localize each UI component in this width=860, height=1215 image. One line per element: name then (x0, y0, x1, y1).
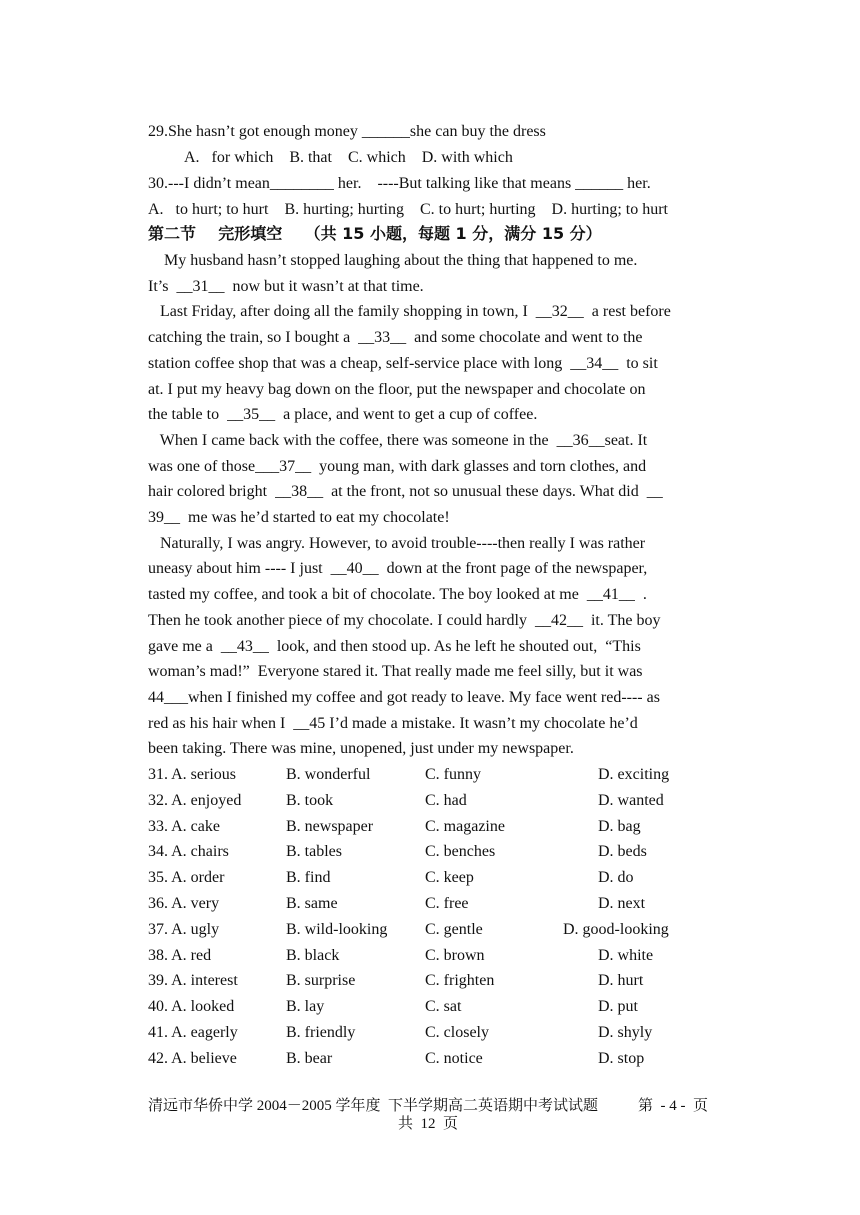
choice-option-b: B. took (286, 791, 334, 809)
choice-option-b: B. tables (286, 843, 342, 861)
choice-option-b: B. same (286, 895, 338, 912)
choice-option-a: 41. A. eagerly (148, 1024, 238, 1041)
choice-option-a: 40. A. looked (148, 998, 235, 1016)
passage-line: hair colored bright __38__ at the front, not so unusual these days. What did __ (148, 483, 663, 501)
choice-option-a: 36. A. very (148, 895, 220, 912)
choice-option-d: D. put (598, 998, 638, 1016)
choice-option-b: B. bear (286, 1049, 333, 1067)
choice-option-b: B. newspaper (286, 817, 374, 835)
choice-option-a: 39. A. interest (148, 972, 238, 990)
question-30-options: A. to hurt; to hurt B. hurting; hurting C. to hurt; hurting D. hurting; to hurt (148, 201, 668, 218)
passage-line: 39__ me was he’d started to eat my chocolate! (148, 509, 450, 526)
choice-option-d: D. wanted (598, 791, 664, 809)
choice-option-c: C. keep (425, 869, 474, 887)
passage-line: was one of those___37__ young man, with dark glasses and torn clothes, and (148, 457, 647, 475)
choice-option-a: 42. A. believe (148, 1049, 237, 1067)
passage-line: Naturally, I was angry. However, to avoid trouble----then really I was rather (148, 534, 646, 552)
choice-option-d: D. exciting (598, 766, 670, 783)
choice-option-a: 38. A. red (148, 946, 212, 964)
choice-option-c: C. funny (425, 766, 481, 783)
choice-option-c: C. benches (425, 843, 496, 861)
passage-line: been taking. There was mine, unopened, just under my newspaper. (148, 740, 574, 758)
choice-option-d: D. stop (598, 1049, 645, 1067)
choice-option-b: B. friendly (286, 1024, 356, 1041)
choice-option-d: D. shyly (598, 1024, 653, 1041)
question-29-options: A. for which B. that C. which D. with which (184, 149, 513, 166)
choice-option-a: 32. A. enjoyed (148, 791, 242, 809)
choice-option-b: B. lay (286, 998, 325, 1016)
passage-line: Then he took another piece of my chocolate. I could hardly __42__ it. The boy (148, 611, 661, 629)
footer-page-number: 第 - 4 - 页 (638, 1098, 708, 1114)
choice-option-d: D. next (598, 895, 646, 912)
passage-line: tasted my coffee, and took a bit of chocolate. The boy looked at me __41__ . (148, 586, 647, 604)
choice-option-c: C. sat (425, 998, 462, 1016)
passage-line: catching the train, so I bought a __33__ and some chocolate and went to the (148, 329, 643, 347)
passage-line: station coffee shop that was a cheap, self-service place with long __34__ to sit (148, 354, 658, 372)
choice-option-a: 35. A. order (148, 869, 225, 887)
choice-option-d: D. bag (598, 817, 641, 835)
choice-option-d: D. do (598, 869, 634, 887)
passage-line: uneasy about him ---- I just __40__ down at the front page of the newspaper, (148, 560, 648, 578)
choice-option-c: C. brown (425, 946, 485, 964)
footer-total-pages: 共 12 页 (398, 1116, 459, 1132)
choice-option-a: 33. A. cake (148, 817, 220, 835)
passage-line: When I came back with the coffee, there was someone in the __36__seat. It (148, 431, 648, 449)
passage-line: My husband hasn’t stopped laughing about the thing that happened to me. (148, 252, 638, 269)
passage-line: Last Friday, after doing all the family shopping in town, I __32__ a rest before (148, 303, 671, 321)
choice-option-c: C. had (425, 791, 467, 809)
choice-option-a: 31. A. serious (148, 766, 236, 783)
choice-option-c: C. frighten (425, 972, 495, 990)
choice-option-c: C. gentle (425, 920, 483, 938)
choice-option-d: D. beds (598, 843, 647, 861)
passage-line: 44___when I finished my coffee and got ready to leave. My face went red---- as (148, 688, 660, 706)
question-30-stem: 30.---I didn’t mean________ her. ----But talking like that means ______ her. (148, 175, 651, 192)
choice-option-a: 37. A. ugly (148, 920, 220, 938)
choice-option-b: B. find (286, 869, 331, 887)
passage-line: It’s __31__ now but it wasn’t at that time. (148, 277, 424, 295)
footer-school-title: 清远市华侨中学 2004－2005 学年度 下半学期高二英语期中考试试题 (148, 1098, 599, 1114)
passage-line: woman’s mad!” Everyone stared it. That really made me feel silly, but it was (148, 663, 643, 681)
choice-option-c: C. magazine (425, 817, 505, 835)
choice-option-c: C. notice (425, 1049, 483, 1067)
section-heading: 第二节 完形填空 （共 15 小题，每题 1 分，满分 15 分） (148, 224, 602, 243)
choice-option-d: D. good-looking (563, 920, 669, 938)
choice-option-a: 34. A. chairs (148, 843, 229, 861)
choice-option-c: C. free (425, 895, 469, 912)
choice-option-c: C. closely (425, 1024, 489, 1041)
passage-line: red as his hair when I __45 I’d made a mistake. It wasn’t my chocolate he’d (148, 714, 638, 732)
choice-option-b: B. wild-looking (286, 920, 388, 938)
passage-line: at. I put my heavy bag down on the floor, put the newspaper and chocolate on (148, 380, 646, 398)
choice-option-d: D. hurt (598, 972, 644, 990)
choice-option-b: B. black (286, 946, 340, 964)
choice-option-b: B. surprise (286, 972, 356, 990)
passage-line: gave me a __43__ look, and then stood up. As he left he shouted out, “This (148, 637, 641, 655)
passage-line: the table to __35__ a place, and went to get a cup of coffee. (148, 406, 538, 424)
choice-option-b: B. wonderful (286, 766, 371, 783)
question-29-stem: 29.She hasn’t got enough money ______she can buy the dress (148, 123, 546, 140)
choice-option-d: D. white (598, 946, 654, 964)
